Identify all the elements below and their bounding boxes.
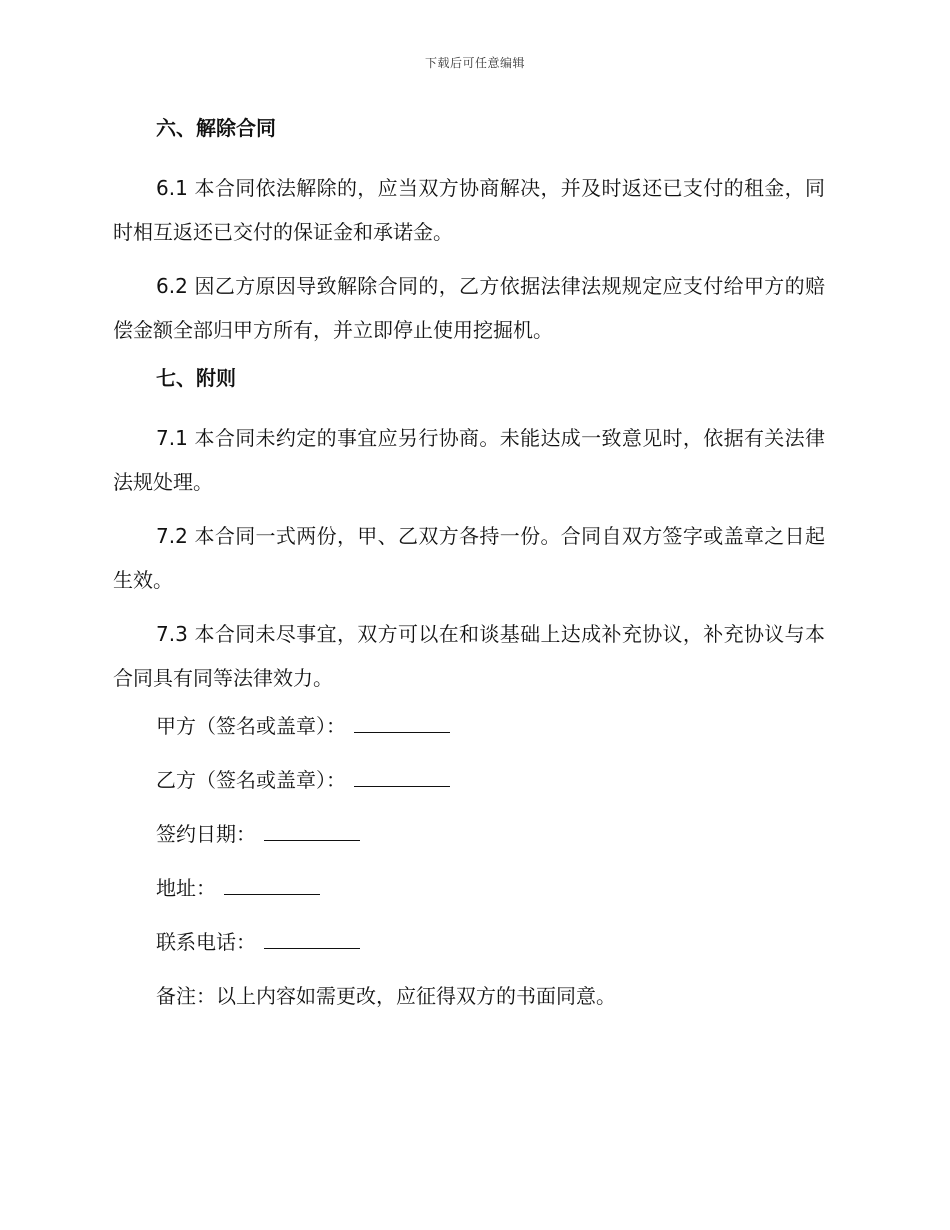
party-a-label: 甲方（签名或盖章）： [156, 714, 346, 738]
clause-6-2: 6.2 因乙方原因导致解除合同的，乙方依据法律法规规定应支付给甲方的赔偿金额全部归甲方所有，并立即停止使用挖掘机。 [113, 274, 825, 342]
remark-note: 备注：以上内容如需更改，应征得双方的书面同意。 [156, 984, 616, 1008]
section-7-title: 七、附则 [156, 366, 236, 390]
contract-body [113, 112, 825, 1034]
section-6-title: 六、解除合同 [156, 116, 276, 140]
party-b-blank [354, 768, 450, 787]
clause-7-3: 7.3 本合同未尽事宜，双方可以在和谈基础上达成补充协议，补充协议与本合同具有同等法律效力。 [113, 622, 825, 690]
party-b-label: 乙方（签名或盖章）： [156, 768, 346, 792]
phone-label: 联系电话： [156, 930, 256, 954]
address-label: 地址： [156, 876, 216, 900]
party-a-blank [354, 714, 450, 733]
sign-date-label: 签约日期： [156, 822, 256, 846]
clause-7-1: 7.1 本合同未约定的事宜应另行协商。未能达成一致意见时，依据有关法律法规处理。 [113, 426, 825, 494]
phone-blank [264, 930, 360, 949]
header-note: 下载后可任意编辑 [424, 56, 525, 70]
address-blank [224, 876, 320, 895]
sign-date-line [113, 818, 825, 850]
clause-6-1: 6.1 本合同依法解除的，应当双方协商解决，并及时返还已支付的租金，同时相互返还已交付的保证金和承诺金。 [113, 176, 825, 244]
sign-date-blank [264, 822, 360, 841]
phone-line [113, 926, 825, 958]
address-line [113, 872, 825, 904]
party-b-signature-line [113, 764, 825, 796]
clause-7-2: 7.2 本合同一式两份，甲、乙双方各持一份。合同自双方签字或盖章之日起生效。 [113, 524, 825, 592]
party-a-signature-line [113, 710, 825, 742]
